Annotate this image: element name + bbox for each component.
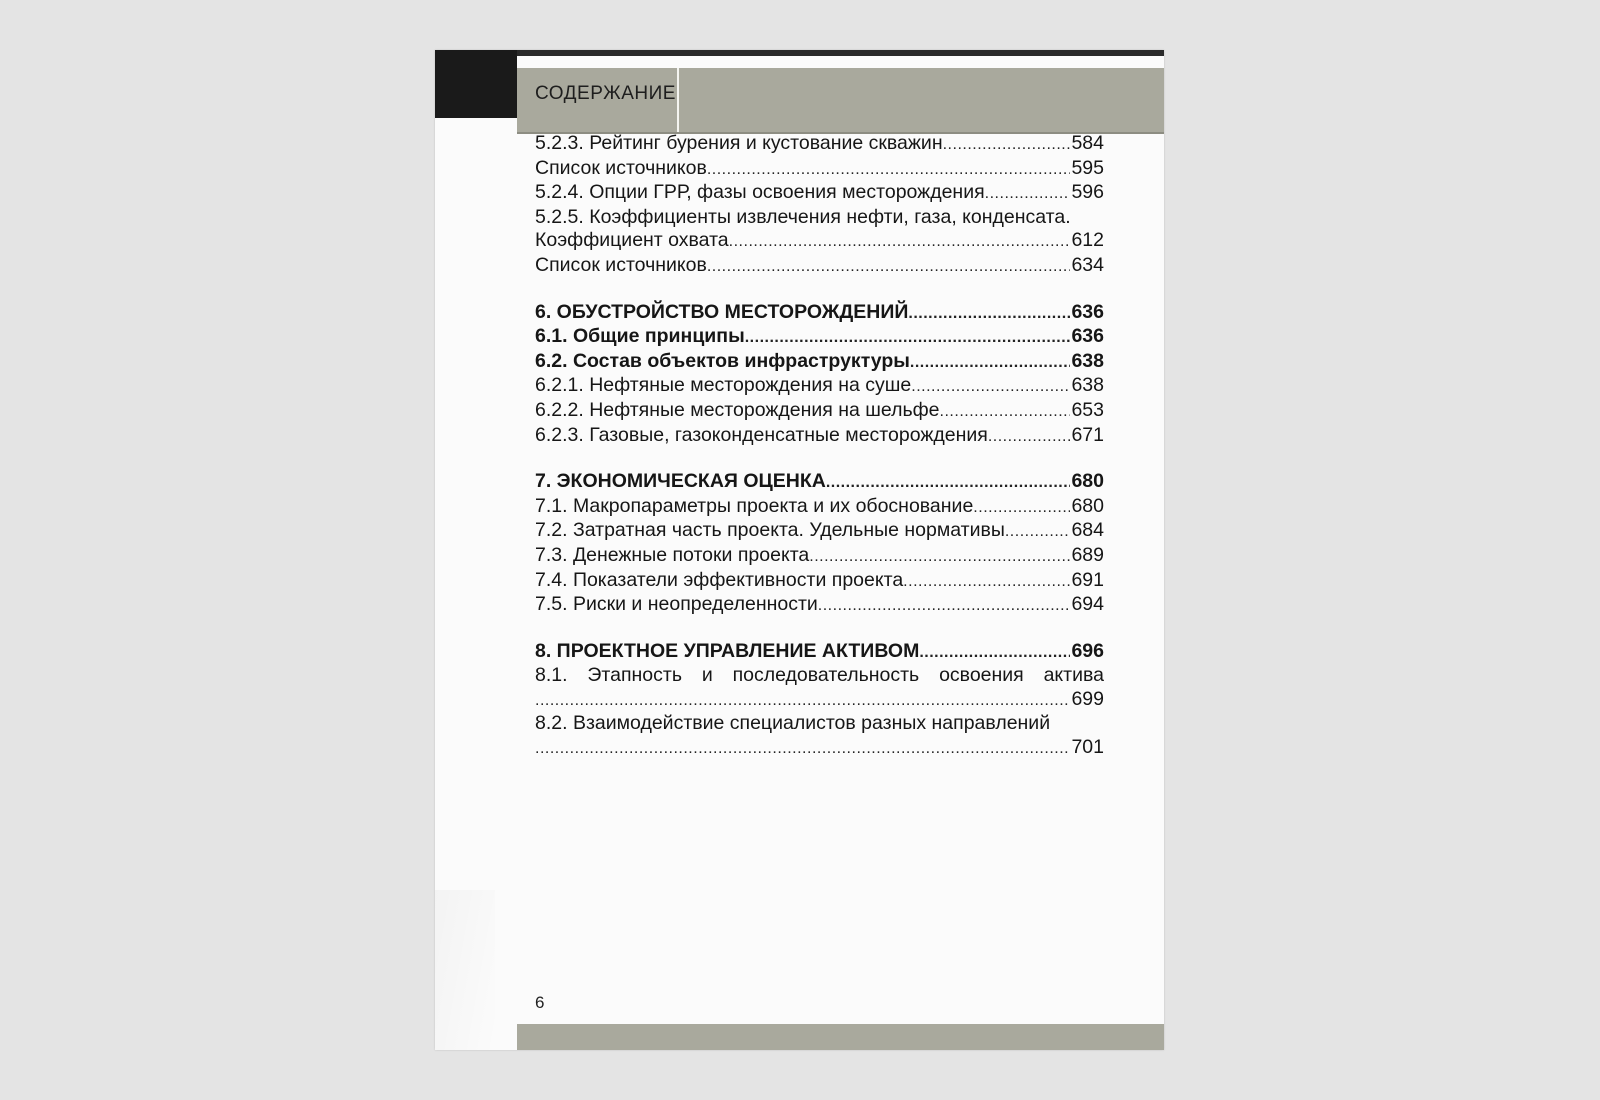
toc-entry-title: 6.2.1. Нефтяные месторождения на суше bbox=[535, 374, 912, 397]
toc-leader-dots bbox=[919, 641, 1070, 665]
toc-entry-title: 6. ОБУСТРОЙСТВО МЕСТОРОЖДЕНИЙ bbox=[535, 300, 909, 323]
toc-entry-title: 6.2. Состав объектов инфраструктуры bbox=[535, 349, 910, 372]
toc-entry-page: 634 bbox=[1071, 253, 1104, 276]
toc-leader-dots bbox=[818, 594, 1071, 618]
toc-entry bbox=[535, 569, 1104, 594]
toc-entry-page: 653 bbox=[1071, 398, 1104, 421]
page-curl-shadow bbox=[435, 890, 495, 1050]
footer-band bbox=[517, 1024, 1164, 1050]
toc-chapter-entry bbox=[535, 470, 1104, 495]
toc-leader-dots bbox=[535, 737, 1070, 761]
toc-entry-title: 6.2.3. Газовые, газоконденсатные месторождения bbox=[535, 423, 988, 446]
book-page bbox=[435, 50, 1164, 1050]
toc-leader-dots bbox=[940, 400, 1071, 424]
toc-entry-title: 5.2.4. Опции ГРР, фазы освоения месторождения bbox=[535, 181, 985, 204]
toc-entry bbox=[535, 712, 1104, 736]
header-top-strip bbox=[435, 50, 1164, 56]
toc-entry-title: Список источников bbox=[535, 253, 707, 276]
toc-leader-dots bbox=[707, 158, 1071, 182]
toc-entry-page: 636 bbox=[1071, 325, 1104, 348]
toc-entry-title: Коэффициент охвата bbox=[535, 229, 729, 252]
header-divider bbox=[677, 68, 679, 132]
toc-entry-title: 7.4. Показатели эффективности проекта bbox=[535, 568, 904, 591]
toc-entry-title: 5.2.3. Рейтинг бурения и кустование скважин bbox=[535, 132, 943, 154]
toc-entry-page: 699 bbox=[1071, 687, 1104, 710]
toc-entry-title: 8.2. Взаимодействие специалистов разных направлений bbox=[535, 712, 1051, 735]
toc-entry bbox=[535, 229, 1104, 254]
toc-entry-title: 7.2. Затратная часть проекта. Удельные нормативы bbox=[535, 519, 1005, 542]
toc-section-entry bbox=[535, 350, 1104, 375]
toc-leader-dots bbox=[745, 326, 1071, 350]
toc-entry-title-wrapped: 8.1. Этапность и последовательность освоения актива bbox=[535, 664, 1104, 687]
toc-entry-continuation bbox=[535, 688, 1104, 713]
toc-entry-title: 6.2.2. Нефтяные месторождения на шельфе bbox=[535, 398, 940, 421]
page-number: 6 bbox=[535, 993, 545, 1012]
toc-entry-page: 684 bbox=[1071, 519, 1104, 542]
toc-entry-page: 694 bbox=[1071, 593, 1104, 616]
toc-entry bbox=[535, 157, 1104, 182]
toc-entry bbox=[535, 181, 1104, 206]
toc-entry-page: 691 bbox=[1071, 568, 1104, 591]
toc-leader-dots bbox=[911, 375, 1070, 399]
toc-leader-dots bbox=[910, 351, 1071, 375]
toc-entry-title: 7. ЭКОНОМИЧЕСКАЯ ОЦЕНКА bbox=[535, 470, 826, 493]
toc-entry-page: 584 bbox=[1071, 132, 1104, 154]
toc-entry bbox=[535, 519, 1104, 544]
toc-entry-page: 612 bbox=[1071, 229, 1104, 252]
toc-entry bbox=[535, 593, 1104, 618]
toc-entry-page: 596 bbox=[1071, 181, 1104, 204]
toc-leader-dots bbox=[809, 545, 1070, 569]
toc-entry-title: 7.3. Денежные потоки проекта bbox=[535, 543, 810, 566]
toc-entry-page: 638 bbox=[1071, 349, 1104, 372]
toc-entry-page: 638 bbox=[1071, 374, 1104, 397]
toc-entry bbox=[535, 206, 1104, 230]
toc-entry-title: Список источников bbox=[535, 156, 707, 179]
page-title: СОДЕРЖАНИЕ bbox=[535, 83, 676, 104]
toc-entry-title: 8. ПРОЕКТНОЕ УПРАВЛЕНИЕ АКТИВОМ bbox=[535, 639, 920, 662]
toc-leader-dots bbox=[707, 255, 1071, 279]
header-dark-block bbox=[435, 50, 517, 118]
toc-entry bbox=[535, 544, 1104, 569]
toc-entry-continuation bbox=[535, 736, 1104, 761]
toc-entry-page: 680 bbox=[1071, 494, 1104, 517]
toc-entry bbox=[535, 254, 1104, 279]
toc-leader-dots bbox=[903, 570, 1070, 594]
toc-entry bbox=[535, 424, 1104, 449]
toc-entry-page: 689 bbox=[1071, 543, 1104, 566]
toc-entry-page: 671 bbox=[1071, 423, 1104, 446]
toc-leader-dots bbox=[985, 182, 1071, 206]
table-of-contents bbox=[535, 132, 1104, 761]
toc-entry-title: 5.2.5. Коэффициенты извлечения нефти, газа, конденсата. bbox=[535, 205, 1071, 228]
toc-entry-page: 696 bbox=[1071, 639, 1104, 662]
toc-entry bbox=[535, 132, 1104, 157]
toc-chapter-entry bbox=[535, 301, 1104, 326]
toc-leader-dots bbox=[1005, 520, 1071, 544]
toc-entry-page: 680 bbox=[1071, 470, 1104, 493]
toc-entry-page: 701 bbox=[1071, 736, 1104, 759]
toc-chapter-entry bbox=[535, 640, 1104, 665]
toc-entry bbox=[535, 399, 1104, 424]
toc-leader-dots bbox=[988, 425, 1071, 449]
toc-entry bbox=[535, 495, 1104, 520]
toc-entry-title: 7.1. Макропараметры проекта и их обоснование bbox=[535, 494, 974, 517]
toc-leader-dots bbox=[973, 496, 1070, 520]
toc-leader-dots bbox=[826, 471, 1071, 495]
toc-entry-title: 6.1. Общие принципы bbox=[535, 325, 745, 348]
toc-entry-page: 595 bbox=[1071, 156, 1104, 179]
toc-entry-title: 7.5. Риски и неопределенности bbox=[535, 593, 818, 616]
toc-leader-dots bbox=[943, 133, 1071, 157]
toc-leader-dots bbox=[908, 302, 1070, 326]
toc-entry-page: 636 bbox=[1071, 300, 1104, 323]
toc-leader-dots bbox=[535, 689, 1070, 713]
toc-section-entry bbox=[535, 325, 1104, 350]
toc-entry bbox=[535, 374, 1104, 399]
toc-leader-dots bbox=[729, 230, 1071, 254]
